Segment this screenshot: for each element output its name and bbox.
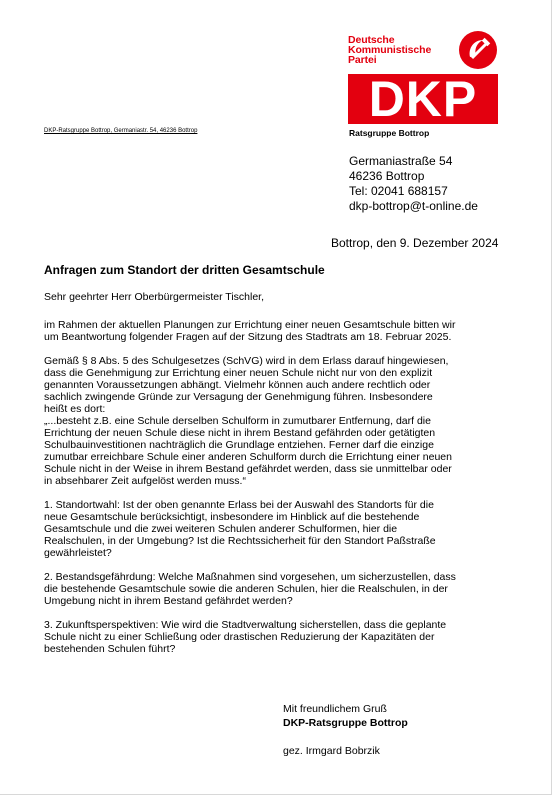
paragraph-law: Gemäß § 8 Abs. 5 des Schulgesetzes (SchVG) wird in dem Erlass darauf hingewiesen, dass die Genehmigung zur Errichtung einer neuen Schule nicht nur von den explizit genannten Voraussetzungen abhängt. Vielmehr können auch andere rechtlich oder sachlich zwingende Gründe zur Versagung der Genehmigung führen. Insbesondere heißt es dort: „...besteht z.B. eine Schule derselben Schulform in zumutbarer Entfernung, darf die Errichtung der neuen Schule diese nicht in ihrem Bestand gefährden oder getätigten Schulbauinvestitionen nachträglich die Grundlage entziehen. Ferner darf die einzige zumutbar erreichbare Schule einer anderen Schulform durch die Errichtung einer neuen Schule nicht in der Weise in ihrem Bestand gefährdet werden, dass sie unmittelbar oder in absehbarer Zeit aufgelöst werden muss.“ [44, 355, 452, 487]
question-1: 1. Standortwahl: Ist der oben genannte Erlass bei der Auswahl des Standorts für die neue Gesamtschule berücksichtigt, insbesondere im Hinblick auf die bestehende Gesamtschule und die zwei weiteren Schulen anderer Schulformen, hier die Realschulen, in der Umgebung? Ist die Rechtssicherheit für den Standort Paßstraße gewährleistet? [44, 499, 436, 559]
logo-party-name [348, 35, 431, 65]
logo-line-1: Deutsche [348, 34, 395, 46]
letter-date: Bottrop, den 9. Dezember 2024 [331, 236, 499, 250]
question-3: 3. Zukunftsperspektiven: Wie wird die Stadtverwaltung sicherstellen, dass die geplante Schule nicht zu einer Schließung oder drastischen Reduzierung der Kapazitäten der bestehenden Schulen führt? [44, 619, 447, 655]
salutation: Sehr geehrter Herr Oberbürgermeister Tischler, [44, 291, 265, 303]
letter-subject: Anfragen zum Standort der dritten Gesamtschule [44, 263, 325, 277]
closing-signature: gez. Irmgard Bobrzik [283, 745, 380, 757]
question-2: 2. Bestandsgefährdung: Welche Maßnahmen sind vorgesehen, um sicherzustellen, dass die bestehende Gesamtschule sowie die anderen Schulen, hier die Realschulen, in der Umgebung nicht in ihrem Bestand gefährdet werden? [44, 571, 456, 607]
letter-body [44, 291, 504, 655]
closing-org: DKP-Ratsgruppe Bottrop [283, 717, 408, 729]
paragraph-intro: im Rahmen der aktuellen Planungen zur Errichtung einer neuen Gesamtschule bitten wir um Beantwortung folgender Fragen auf der Sitzung des Stadtrats am 18. Februar 2025. [44, 319, 456, 343]
address-street: Germaniastraße 54 [349, 154, 453, 168]
logo-abbreviation: DKP [348, 74, 498, 124]
sender-line: DKP-Ratsgruppe Bottrop, Germaniastr. 54, 46236 Bottrop [44, 128, 198, 134]
closing-greeting: Mit freundlichem Gruß [283, 703, 387, 715]
hammer-sickle-icon [458, 30, 498, 70]
address-phone: Tel: 02041 688157 [349, 184, 448, 198]
address-city: 46236 Bottrop [349, 169, 425, 183]
address-block [349, 154, 478, 214]
dkp-logo [348, 30, 500, 140]
logo-line-3: Partei [348, 54, 377, 66]
address-email: dkp-bottrop@t-online.de [349, 199, 478, 213]
logo-line-2: Kommunistische [348, 44, 432, 56]
logo-subtitle: Ratsgruppe Bottrop [349, 128, 430, 138]
closing-block [283, 702, 408, 758]
